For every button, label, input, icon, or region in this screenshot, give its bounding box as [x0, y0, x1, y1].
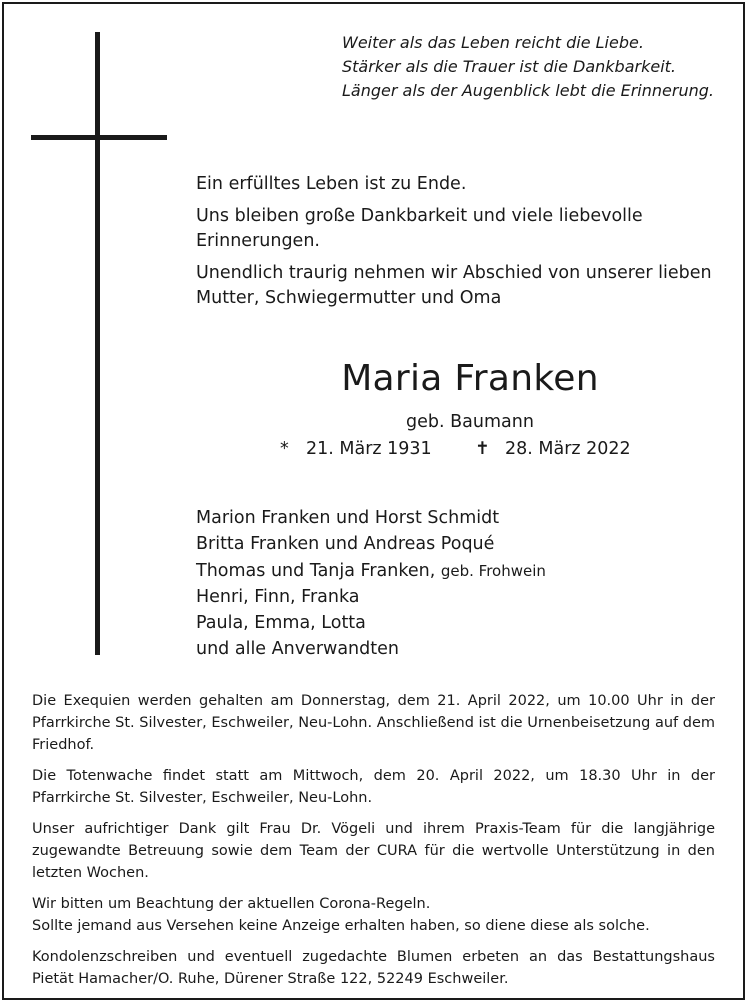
family-member: Marion Franken und Horst Schmidt [196, 508, 500, 528]
family-member-name: Thomas und Tanja Franken, [196, 560, 436, 581]
birth-date: 21. März 1931 [306, 439, 432, 459]
cross-icon [95, 32, 100, 655]
notice-details [32, 690, 715, 999]
family-member [196, 558, 546, 584]
family-list [196, 505, 546, 663]
quote-line: Weiter als das Leben reicht die Liebe. [342, 33, 644, 52]
family-member: und alle Anverwandten [196, 639, 399, 660]
condolence-paragraph: Kondolenzschreiben und eventuell zugedachte Blumen erbeten an das Bestattungshaus Pietät Hamacher/O. Ruhe, Dürener Straße 122, 52249 Eschweiler. [32, 949, 715, 987]
death-date: 28. März 2022 [505, 439, 631, 459]
family-member: Britta Franken und Andreas Poqué [196, 534, 495, 555]
exequien-paragraph: Die Exequien werden gehalten am Donnerstag, dem 21. April 2022, um 10.00 Uhr in der Pfarrkirche St. Silvester, Eschweiler, Neu-Lohn. Anschließend ist die Urnenbeisetzung auf dem Friedhof. [32, 693, 715, 753]
death-date-line [475, 436, 631, 462]
cross-icon-beam [31, 135, 167, 140]
corona-paragraph [32, 893, 715, 937]
quote-line: Länger als der Augenblick lebt die Erinnerung. [342, 81, 714, 100]
intro-paragraph: Uns bleiben große Dankbarkeit und viele liebevolle Erinnerungen. [196, 206, 643, 251]
birth-star-icon: * [280, 439, 289, 459]
death-cross-icon: ✝ [475, 439, 490, 459]
intro-text [196, 172, 726, 318]
intro-paragraph: Ein erfülltes Leben ist zu Ende. [196, 174, 467, 194]
corona-line: Wir bitten um Beachtung der aktuellen Corona-Regeln. [32, 896, 431, 912]
totenwache-paragraph: Die Totenwache findet statt am Mittwoch, dem 20. April 2022, um 18.30 Uhr in der Pfarrkirche St. Silvester, Eschweiler, Neu-Lohn. [32, 768, 715, 806]
thanks-paragraph: Unser aufrichtiger Dank gilt Frau Dr. Vögeli und ihrem Praxis-Team für die langjährige zugewandte Betreuung sowie dem Team der CURA für die wertvolle Unterstützung in den letzten Wochen. [32, 821, 715, 881]
memorial-quote [342, 31, 714, 103]
intro-paragraph: Unendlich traurig nehmen wir Abschied von unserer lieben Mutter, Schwiegermutter und Oma [196, 263, 712, 308]
family-member: Paula, Emma, Lotta [196, 613, 366, 634]
birth-date-line [280, 436, 432, 462]
family-member-note: geb. Frohwein [440, 561, 546, 580]
maiden-name: geb. Baumann [406, 412, 534, 432]
family-member: Henri, Finn, Franka [196, 586, 360, 607]
quote-line: Stärker als die Trauer ist die Dankbarkeit. [342, 57, 677, 76]
deceased-name: Maria Franken [341, 358, 599, 399]
corona-line: Sollte jemand aus Versehen keine Anzeige erhalten haben, so diene diese als solche. [32, 918, 650, 934]
